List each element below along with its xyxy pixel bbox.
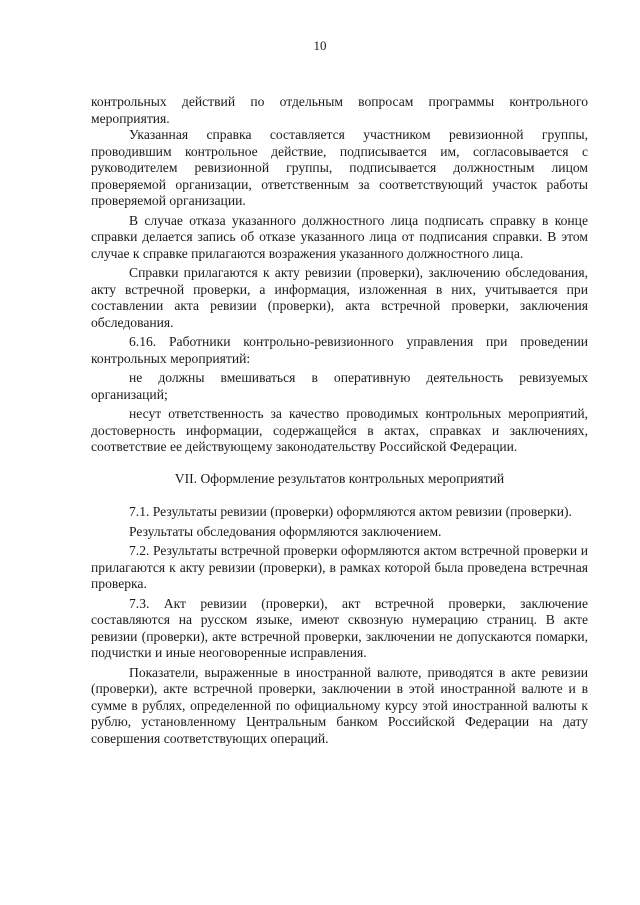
paragraph: несут ответственность за качество проводимых контрольных мероприятий, достоверность информации, содержащейся в актах, справках и заключениях, соответствие ее действующему законодательству Российской Федерации.	[91, 406, 588, 454]
paragraph: контрольных действий по отдельным вопросам программы контрольного мероприятия.	[91, 94, 588, 126]
paragraph: 7.3. Акт ревизии (проверки), акт встречной проверки, заключение составляются на русском языке, имеют сквозную нумерацию страниц. В акте ревизии (проверки), акте встречной проверки, заключении не допускаются помарки, подчистки и иные неоговоренные исправления.	[91, 595, 588, 660]
paragraph: 7.1. Результаты ревизии (проверки) оформляются актом ревизии (проверки).	[129, 504, 572, 519]
paragraph: 6.16. Работники контрольно-ревизионного управления при проведении контрольных мероприятий:	[91, 334, 588, 366]
paragraph: Справки прилагаются к акту ревизии (проверки), заключению обследования, акту встречной проверки, а информация, изложенная в них, учитывается при составлении акта ревизии (проверки), акта встречной проверки, заключения обследования.	[91, 265, 588, 330]
paragraph: не должны вмешиваться в оперативную деятельность ревизуемых организаций;	[91, 370, 588, 402]
page-number: 10	[313, 38, 327, 53]
paragraph: В случае отказа указанного должностного лица подписать справку в конце справки делается запись об отказе указанного лица от подписания справки. В этом случае к справке прилагаются возражения указанного должностного лица.	[91, 212, 588, 261]
section-heading: VII. Оформление результатов контрольных мероприятий	[174, 470, 505, 486]
paragraph: Указанная справка составляется участником ревизионной группы, проводившим контрольное действие, подписывается им, согласовывается с руководителем ревизионной группы, подписывается должностным лицом проверяемой организации, ответственным за соответствующий участок работы проверяемой организации.	[91, 127, 588, 208]
paragraph: 7.2. Результаты встречной проверки оформляются актом встречной проверки и прилагаются к акту ревизии (проверки), в рамках которой была проведена встречная проверка.	[91, 543, 588, 591]
document-body	[91, 94, 588, 747]
paragraph: Показатели, выраженные в иностранной валюте, приводятся в акте ревизии (проверки), акте встречной проверки, заключении в этой иностранной валюте и в сумме в рублях, определенной по официальному курсу этой иностранной валюты к рублю, установленному Центральным банком Российской Федерации на дату совершения соответствующих операций.	[91, 664, 588, 746]
paragraph: Результаты обследования оформляются заключением.	[129, 523, 442, 539]
